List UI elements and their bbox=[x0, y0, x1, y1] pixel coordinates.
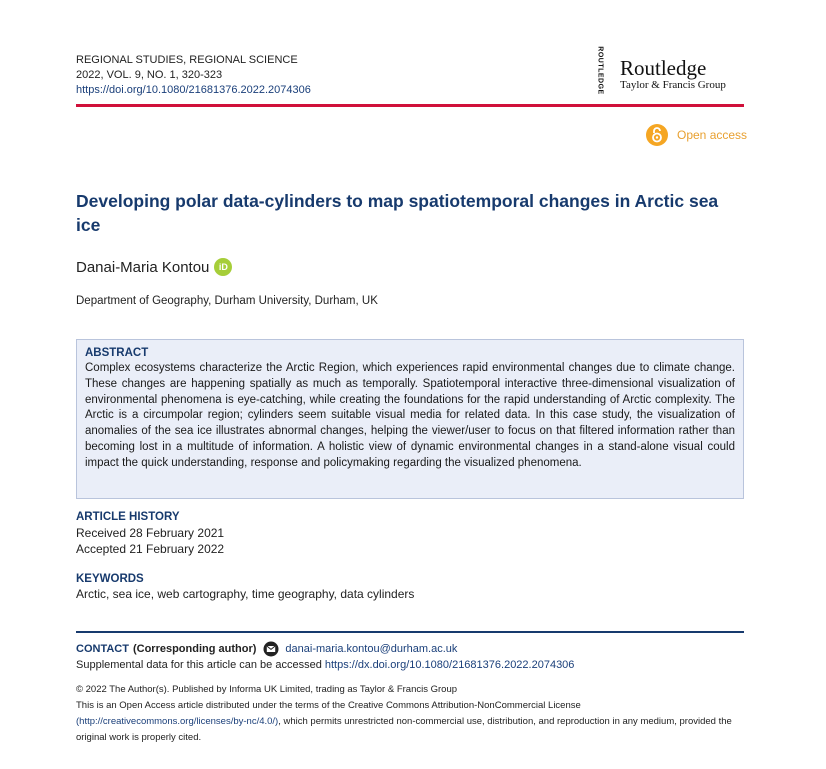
routledge-vertical-text: ROUTLEDGE bbox=[596, 46, 604, 95]
supplemental-line bbox=[76, 659, 574, 671]
doi-link[interactable]: https://doi.org/10.1080/21681376.2022.2074306 bbox=[76, 84, 311, 96]
license-terms: , which permits unrestricted non-commercial use, distribution, and reproduction in any medium, provided the original work is properly cited. bbox=[76, 716, 732, 743]
keywords-heading: KEYWORDS bbox=[76, 573, 144, 585]
open-access-badge[interactable] bbox=[646, 124, 747, 146]
keywords-section bbox=[76, 573, 414, 602]
publisher-name: Routledge bbox=[620, 55, 707, 80]
license-link[interactable]: (http://creativecommons.org/licenses/by-nc/4.0/) bbox=[76, 716, 279, 727]
article-title: Developing polar data-cylinders to map spatiotemporal changes in Arctic sea ice bbox=[76, 191, 719, 235]
journal-meta bbox=[76, 53, 311, 98]
header-divider bbox=[76, 104, 744, 107]
article-history bbox=[76, 511, 224, 557]
envelope-icon bbox=[263, 641, 279, 657]
abstract-box bbox=[76, 339, 744, 499]
open-access-icon bbox=[646, 124, 668, 146]
supplemental-link[interactable]: https://dx.doi.org/10.1080/21681376.2022.2074306 bbox=[324, 659, 575, 671]
journal-name: REGIONAL STUDIES, REGIONAL SCIENCE bbox=[76, 54, 298, 66]
publisher-logo[interactable] bbox=[588, 46, 726, 98]
publisher-group: Taylor & Francis Group bbox=[620, 78, 726, 91]
copyright-block bbox=[76, 682, 744, 746]
license-details bbox=[76, 714, 744, 746]
contact-line bbox=[76, 641, 457, 657]
contact-qualifier: (Corresponding author) bbox=[132, 643, 257, 655]
orcid-icon[interactable]: iD bbox=[214, 258, 232, 276]
author-affiliation: Department of Geography, Durham University, Durham, UK bbox=[76, 295, 378, 307]
copyright-line: © 2022 The Author(s). Published by Informa UK Limited, trading as Taylor & Francis Group bbox=[76, 684, 458, 695]
author-line bbox=[76, 258, 232, 276]
accepted-date: Accepted 21 February 2022 bbox=[76, 542, 225, 556]
abstract-text: Complex ecosystems characterize the Arctic Region, which experiences rapid environmental changes due to climate change. These changes are happening spatially as much as temporally. Spatiotemporal interactive three-dimensional visualization of environmental phenomena is eye-catching, while creating the foundations for the rapid understanding of Arctic complexity. The Arctic is a circumpolar region; cylinders seem suitable visual media for related data. In this case study, the visualization of anomalies of the sea ice illustrates abnormal changes, helping the viewer/user to focus on that filtered information rather than becoming lost in a multitude of information. A holistic view of dynamic environmental changes in a stand-alone visual could impact the quick understanding, response and policymaking regarding the visualized phenomena. bbox=[85, 362, 735, 469]
received-date: Received 28 February 2021 bbox=[76, 526, 225, 540]
journal-issue: 2022, VOL. 9, NO. 1, 320-323 bbox=[76, 69, 223, 81]
routledge-mark bbox=[588, 46, 614, 97]
abstract-heading: ABSTRACT bbox=[85, 347, 149, 359]
keywords-list: Arctic, sea ice, web cartography, time geography, data cylinders bbox=[76, 587, 415, 601]
supplemental-text: Supplemental data for this article can be accessed bbox=[76, 659, 322, 671]
article-history-heading: ARTICLE HISTORY bbox=[76, 511, 180, 523]
contact-label: CONTACT bbox=[76, 643, 129, 655]
license-line: This is an Open Access article distributed under the terms of the Creative Commons Attribution-NonCommercial License bbox=[76, 700, 581, 711]
open-access-label: Open access bbox=[677, 128, 748, 142]
author-name: Danai-Maria Kontou bbox=[76, 258, 210, 276]
footer-divider bbox=[76, 631, 744, 633]
contact-email[interactable]: danai-maria.kontou@durham.ac.uk bbox=[285, 643, 458, 655]
